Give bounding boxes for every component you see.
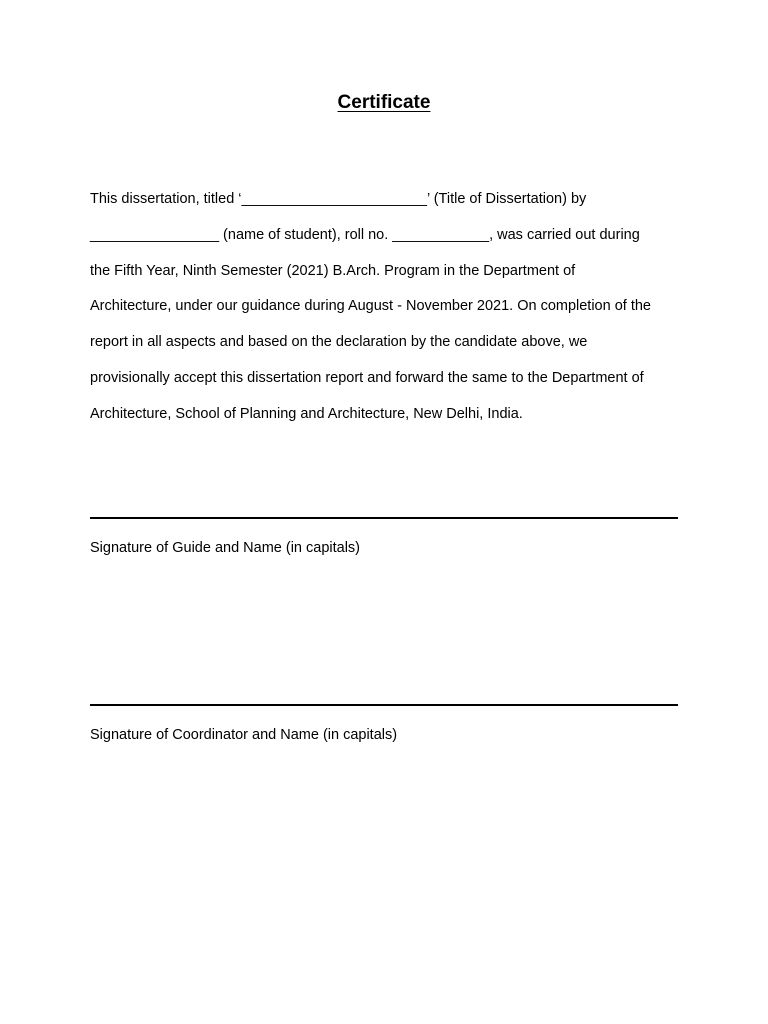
- guide-signature-label: Signature of Guide and Name (in capitals): [90, 540, 361, 556]
- body-line: This dissertation, titled ‘_______________________’ (Title of Dissertation) by: [90, 191, 587, 207]
- coordinator-signature-line: [90, 704, 678, 706]
- body-line: Architecture, School of Planning and Architecture, New Delhi, India.: [90, 405, 523, 422]
- body-line: report in all aspects and based on the declaration by the candidate above, we: [90, 334, 588, 351]
- body-line: ________________ (name of student), roll no. ____________, was carried out during: [90, 226, 640, 243]
- body-line: Architecture, under our guidance during August - November 2021. On completion of the: [90, 298, 651, 315]
- coordinator-signature-label: Signature of Coordinator and Name (in capitals): [90, 727, 398, 743]
- body-line: the Fifth Year, Ninth Semester (2021) B.Arch. Program in the Department of: [90, 262, 576, 279]
- page-title: Certificate: [337, 92, 431, 113]
- guide-signature-line: [90, 517, 678, 519]
- body-line: provisionally accept this dissertation report and forward the same to the Department of: [90, 369, 644, 386]
- certificate-body: [90, 182, 685, 433]
